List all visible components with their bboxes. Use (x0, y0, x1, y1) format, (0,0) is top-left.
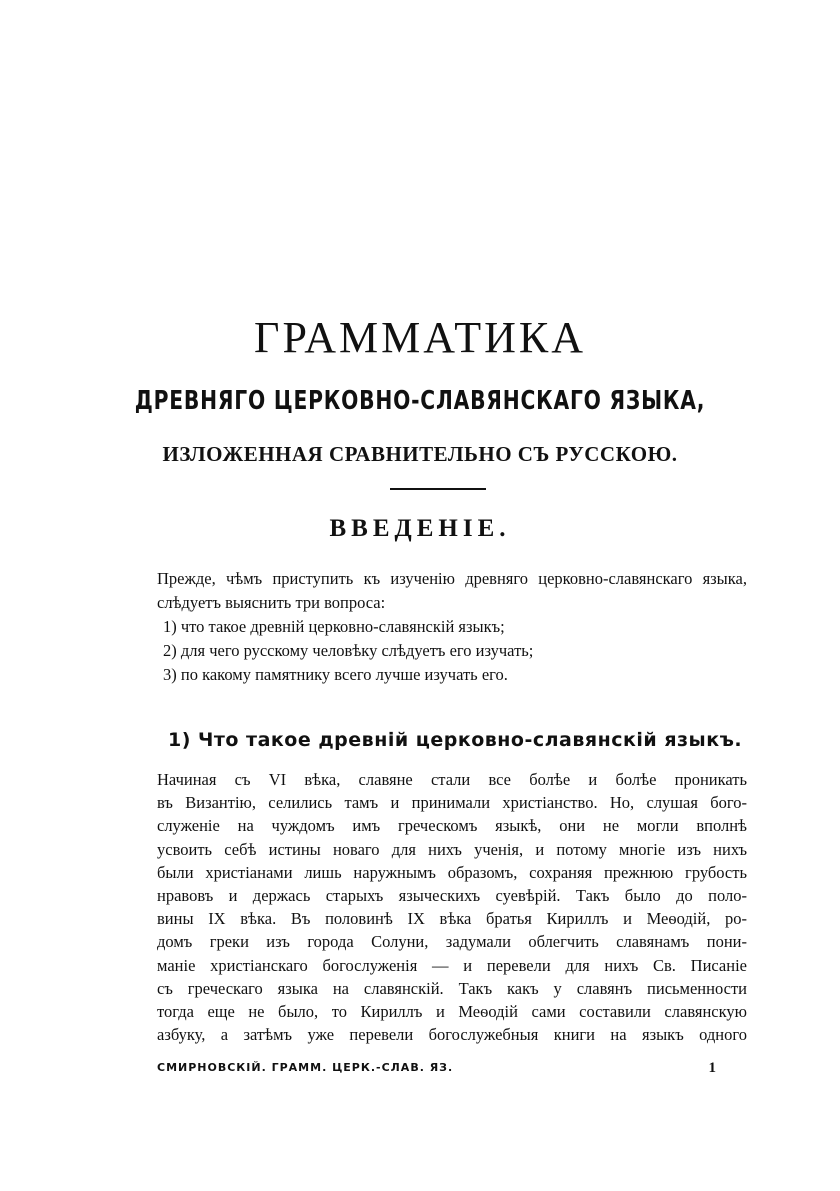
body-line: нравовъ и держась старыхъ языческихъ суевѣрій. Такъ было до поло- (157, 886, 747, 906)
introduction-paragraph: Прежде, чѣмъ приступить къ изученію древняго церковно-славянскаго языка, слѣдуетъ выяснить три вопроса: (157, 569, 747, 612)
body-line: Начиная съ VI вѣка, славяне стали все болѣе и болѣе проникать (157, 770, 747, 789)
book-subtitle: ДРЕВНЯГО ЦЕРКОВНО-СЛАВЯНСКАГО ЯЗЫКА, (134, 386, 706, 416)
body-line: въ Византію, селились тамъ и принимали христіанство. Но, слушая бого- (157, 793, 747, 813)
introduction-block (157, 567, 747, 687)
section-heading: 1) Что такое древній церковно-славянскій языкъ. (168, 729, 743, 751)
introduction-question-2: 2) для чего русскому человѣку слѣдуетъ его изучать; (163, 641, 534, 660)
running-title: СМИРНОВСКІЙ. ГРАММ. ЦЕРК.-СЛАВ. ЯЗ. (157, 1061, 454, 1074)
introduction-heading: ВВЕДЕНІЕ. (329, 515, 511, 542)
body-line: были христіанами лишь наружнымъ образомъ, сохраняя прежнюю грубость (157, 862, 747, 882)
body-line: усвоить себѣ истины новаго для нихъ ученія, и потому многіе изъ нихъ (157, 839, 747, 859)
title-divider (390, 488, 486, 490)
body-line: маніе христіанскаго богослуженія — и перевели для нихъ Св. Писаніе (157, 955, 747, 975)
body-line: тогда еще не было, то Кириллъ и Меѳодій сами составили славянскую (157, 1002, 747, 1022)
body-line: вины IX вѣка. Въ половинѣ IX вѣка братья Кириллъ и Меѳодій, ро- (157, 909, 747, 929)
section-body (157, 768, 747, 1046)
body-line: съ греческаго языка на славянскій. Такъ какъ у славянъ письменности (157, 978, 747, 998)
introduction-question-3: 3) по какому памятнику всего лучше изучать его. (163, 665, 508, 684)
book-title: ГРАММАТИКА (254, 313, 586, 362)
introduction-question-1: 1) что такое древній церковно-славянскій языкъ; (163, 617, 505, 636)
body-line: служеніе на чуждомъ имъ греческомъ языкѣ, они не могли вполнѣ (157, 816, 747, 836)
signature-mark: 1 (708, 1060, 717, 1076)
page-footer (157, 1058, 717, 1078)
body-line: домъ греки изъ города Солуни, задумали облегчить славянамъ пони- (157, 932, 747, 952)
body-line: азбуку, а затѣмъ уже перевели богослужебныя книги на языкъ одного (157, 1025, 747, 1045)
book-subtitle-secondary: ИЗЛОЖЕННАЯ СРАВНИТЕЛЬНО СЪ РУССКОЮ. (162, 442, 678, 466)
